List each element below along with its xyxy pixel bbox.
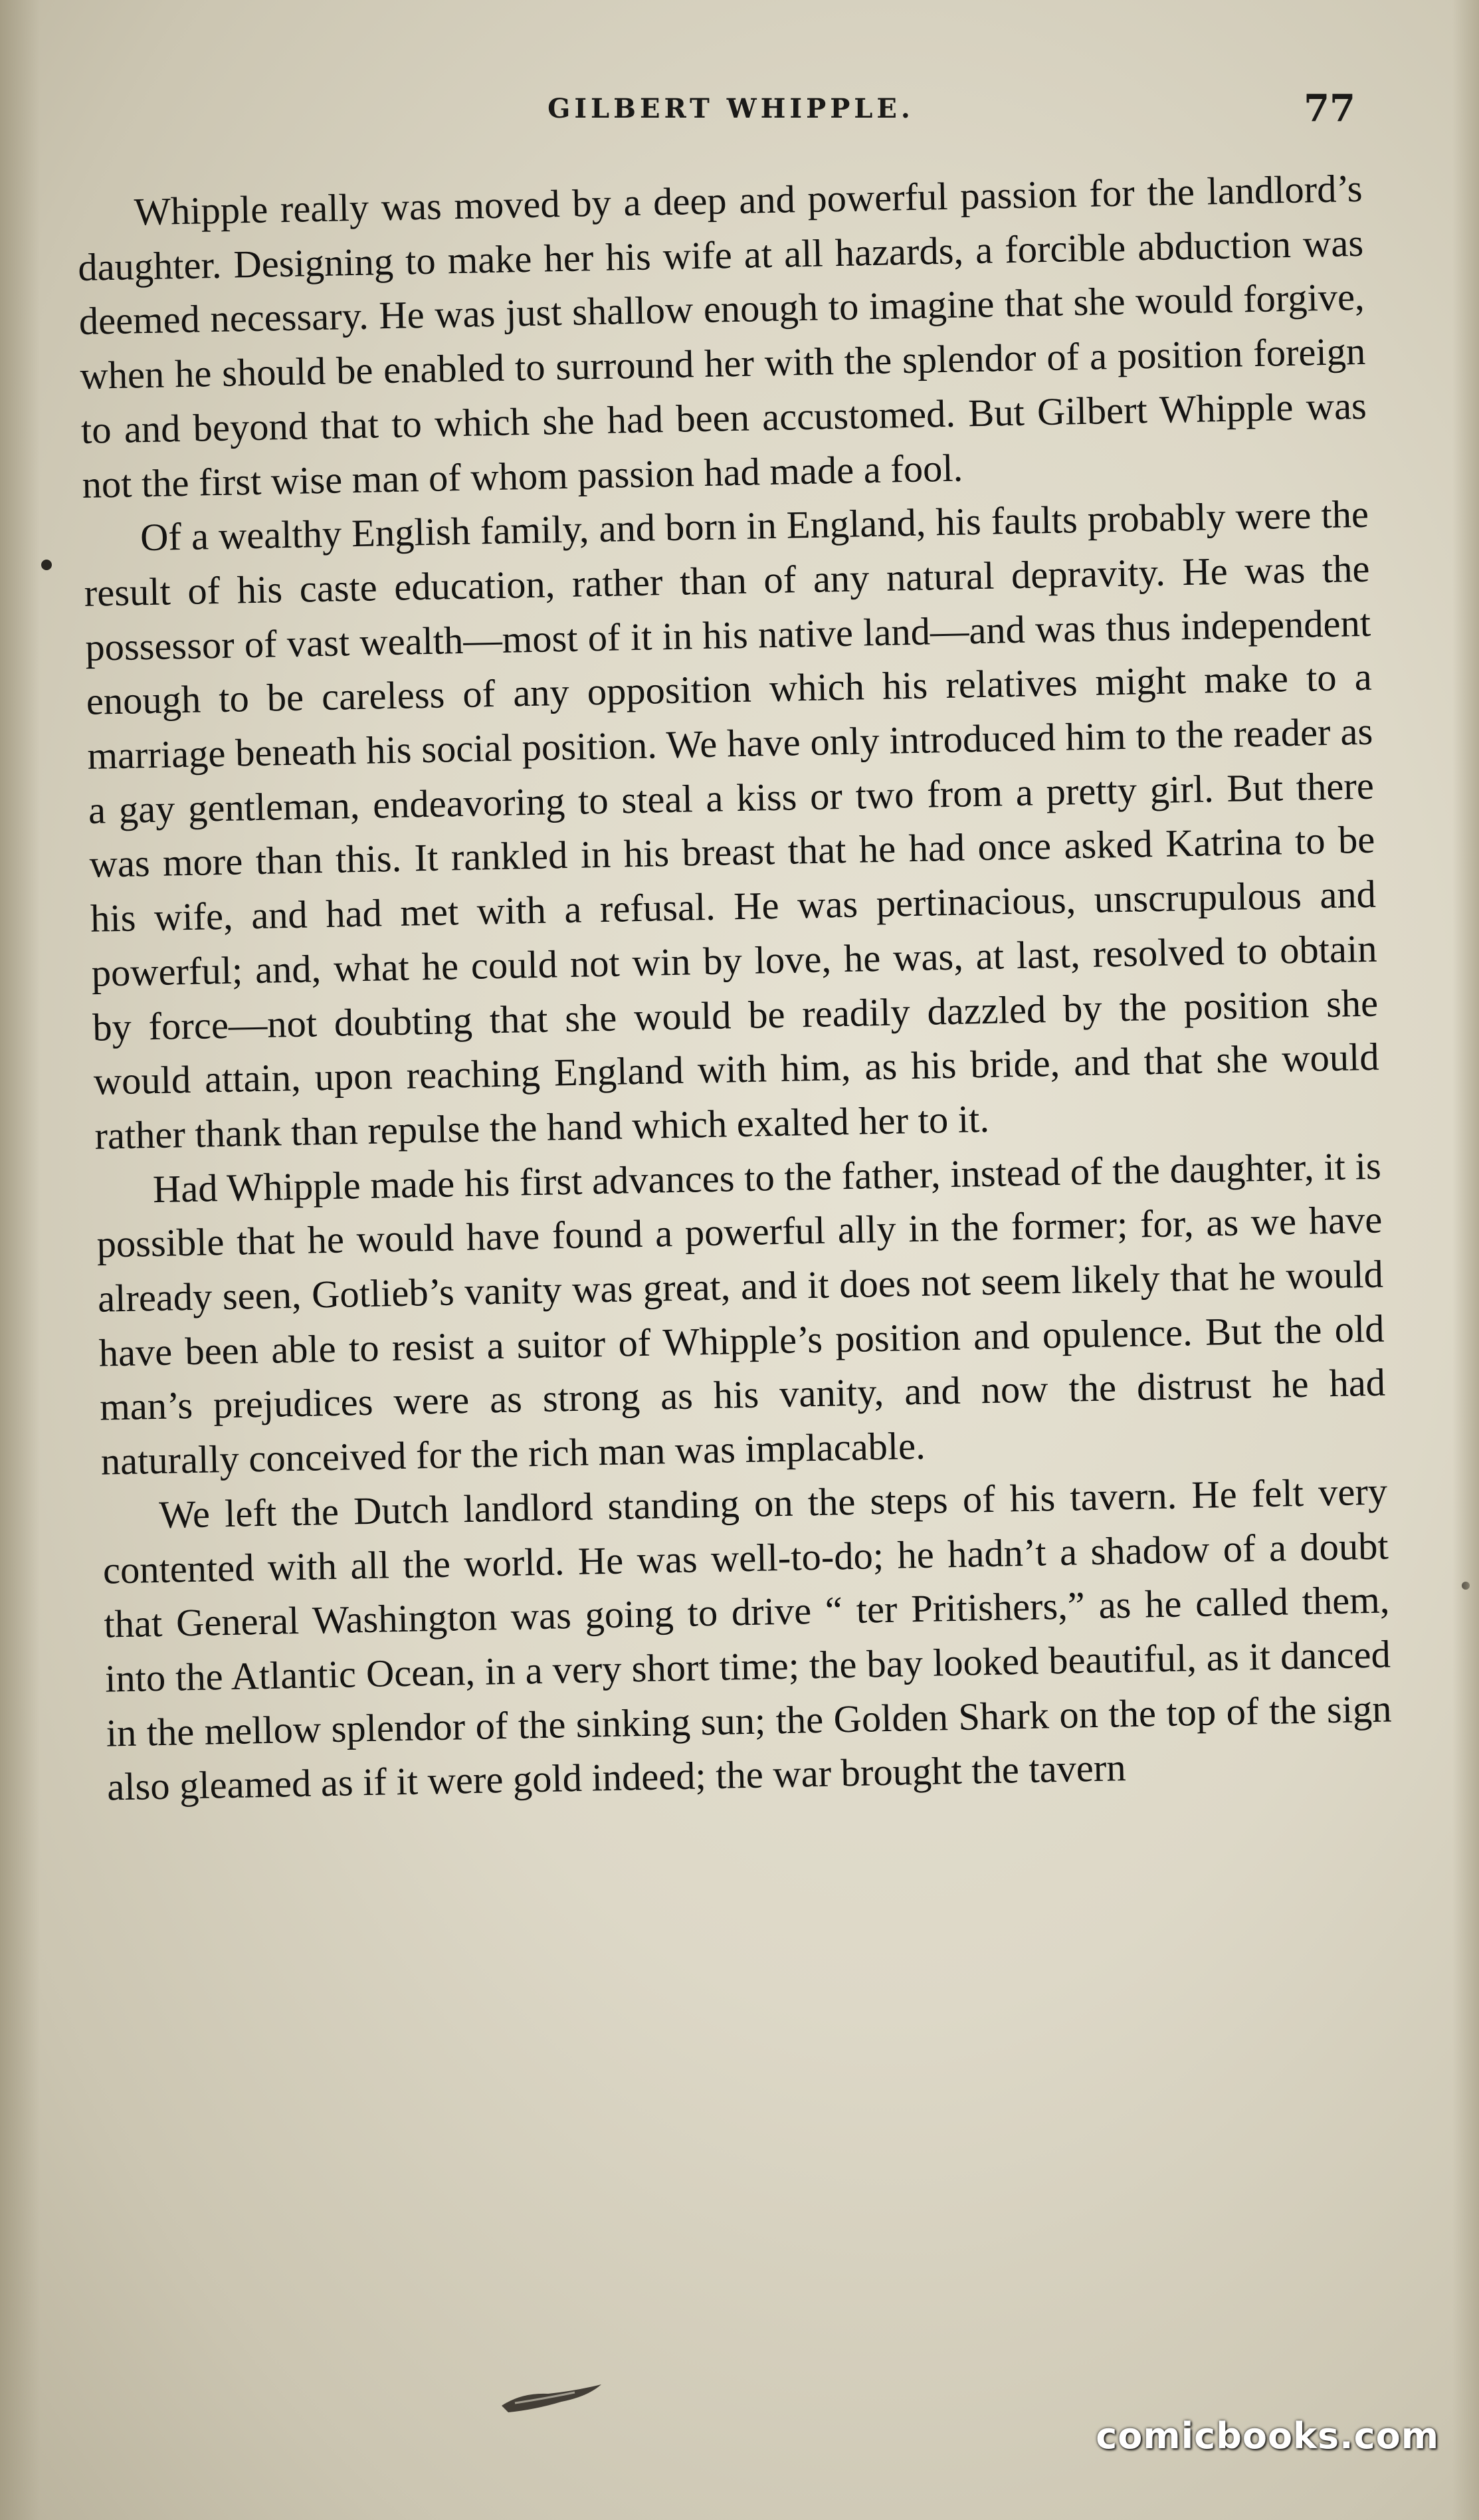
- paragraph-1: Whipple really was moved by a deep and powerful passion for the landlord’s daughter. Designing to make her his wife at all hazards, a forcible abduction was deemed necessary. He was just shallow enough to imagine that she would forgive, when he should be enabled to surround her with the splendor of a position foreign to and beyond that to which she had been accustomed. But Gilbert Whipple was not the first wise man of whom passion had made a fool.: [77, 166, 1367, 506]
- speck-left: [41, 560, 52, 570]
- watermark: comicbooks.com: [1096, 2415, 1439, 2457]
- paragraph-3: Had Whipple made his first advances to the father, instead of the daughter, it is possible that he would have found a powerful ally in the former; for, as we have already seen, Gotlieb’s vanity was great, and it does not seem likely that he would have been able to resist a suitor of Whipple’s position and opulence. But the old man’s prejudices were as strong as his vanity, and now the distrust he had naturally conceived for the rich man was implacable.: [96, 1144, 1386, 1483]
- page-header: [106, 86, 1355, 146]
- paragraph-2: Of a wealthy English family, and born in England, his faults probably were the result of his caste education, rather than of any natural depravity. He was the possessor of vast wealth—most of it in his native land—and was thus independent enough to be careless of any opposition which his relatives might make to a marriage beneath his social position. We have only introduced him to the reader as a gay gentleman, endeavoring to steal a kiss or two from a pretty girl. But there was more than this. It rankled in his breast that he had once asked Katrina to be his wife, and had met with a refusal. He was pertinacious, unscrupulous and powerful; and, what he could not win by love, he was, at last, resolved to obtain by force—not doubting that she would be readily dazzled by the position she would attain, upon reaching England with him, as his bride, and that she would rather thank than repulse the hand which exalted her to it.: [84, 492, 1380, 1158]
- running-head: GILBERT WHIPPLE.: [547, 93, 914, 124]
- body-text: [76, 161, 1393, 1815]
- ink-smudge-icon: [495, 2372, 615, 2419]
- speck-right: [1462, 1582, 1470, 1590]
- paragraph-4: We left the Dutch landlord standing on the steps of his tavern. He felt very contented with all the world. He was well-to-do; he hadn’t a shadow of a doubt that General Washington was going to drive “ ter Pritishers,” as he called them, into the Atlantic Ocean, in a very short time; the bay looked beautiful, as it danced in the mellow splendor of the sinking sun; the Golden Shark on the top of the sign also gleamed as if it were gold indeed; the war brought the tavern: [102, 1469, 1392, 1809]
- page-number: 77: [1304, 86, 1355, 130]
